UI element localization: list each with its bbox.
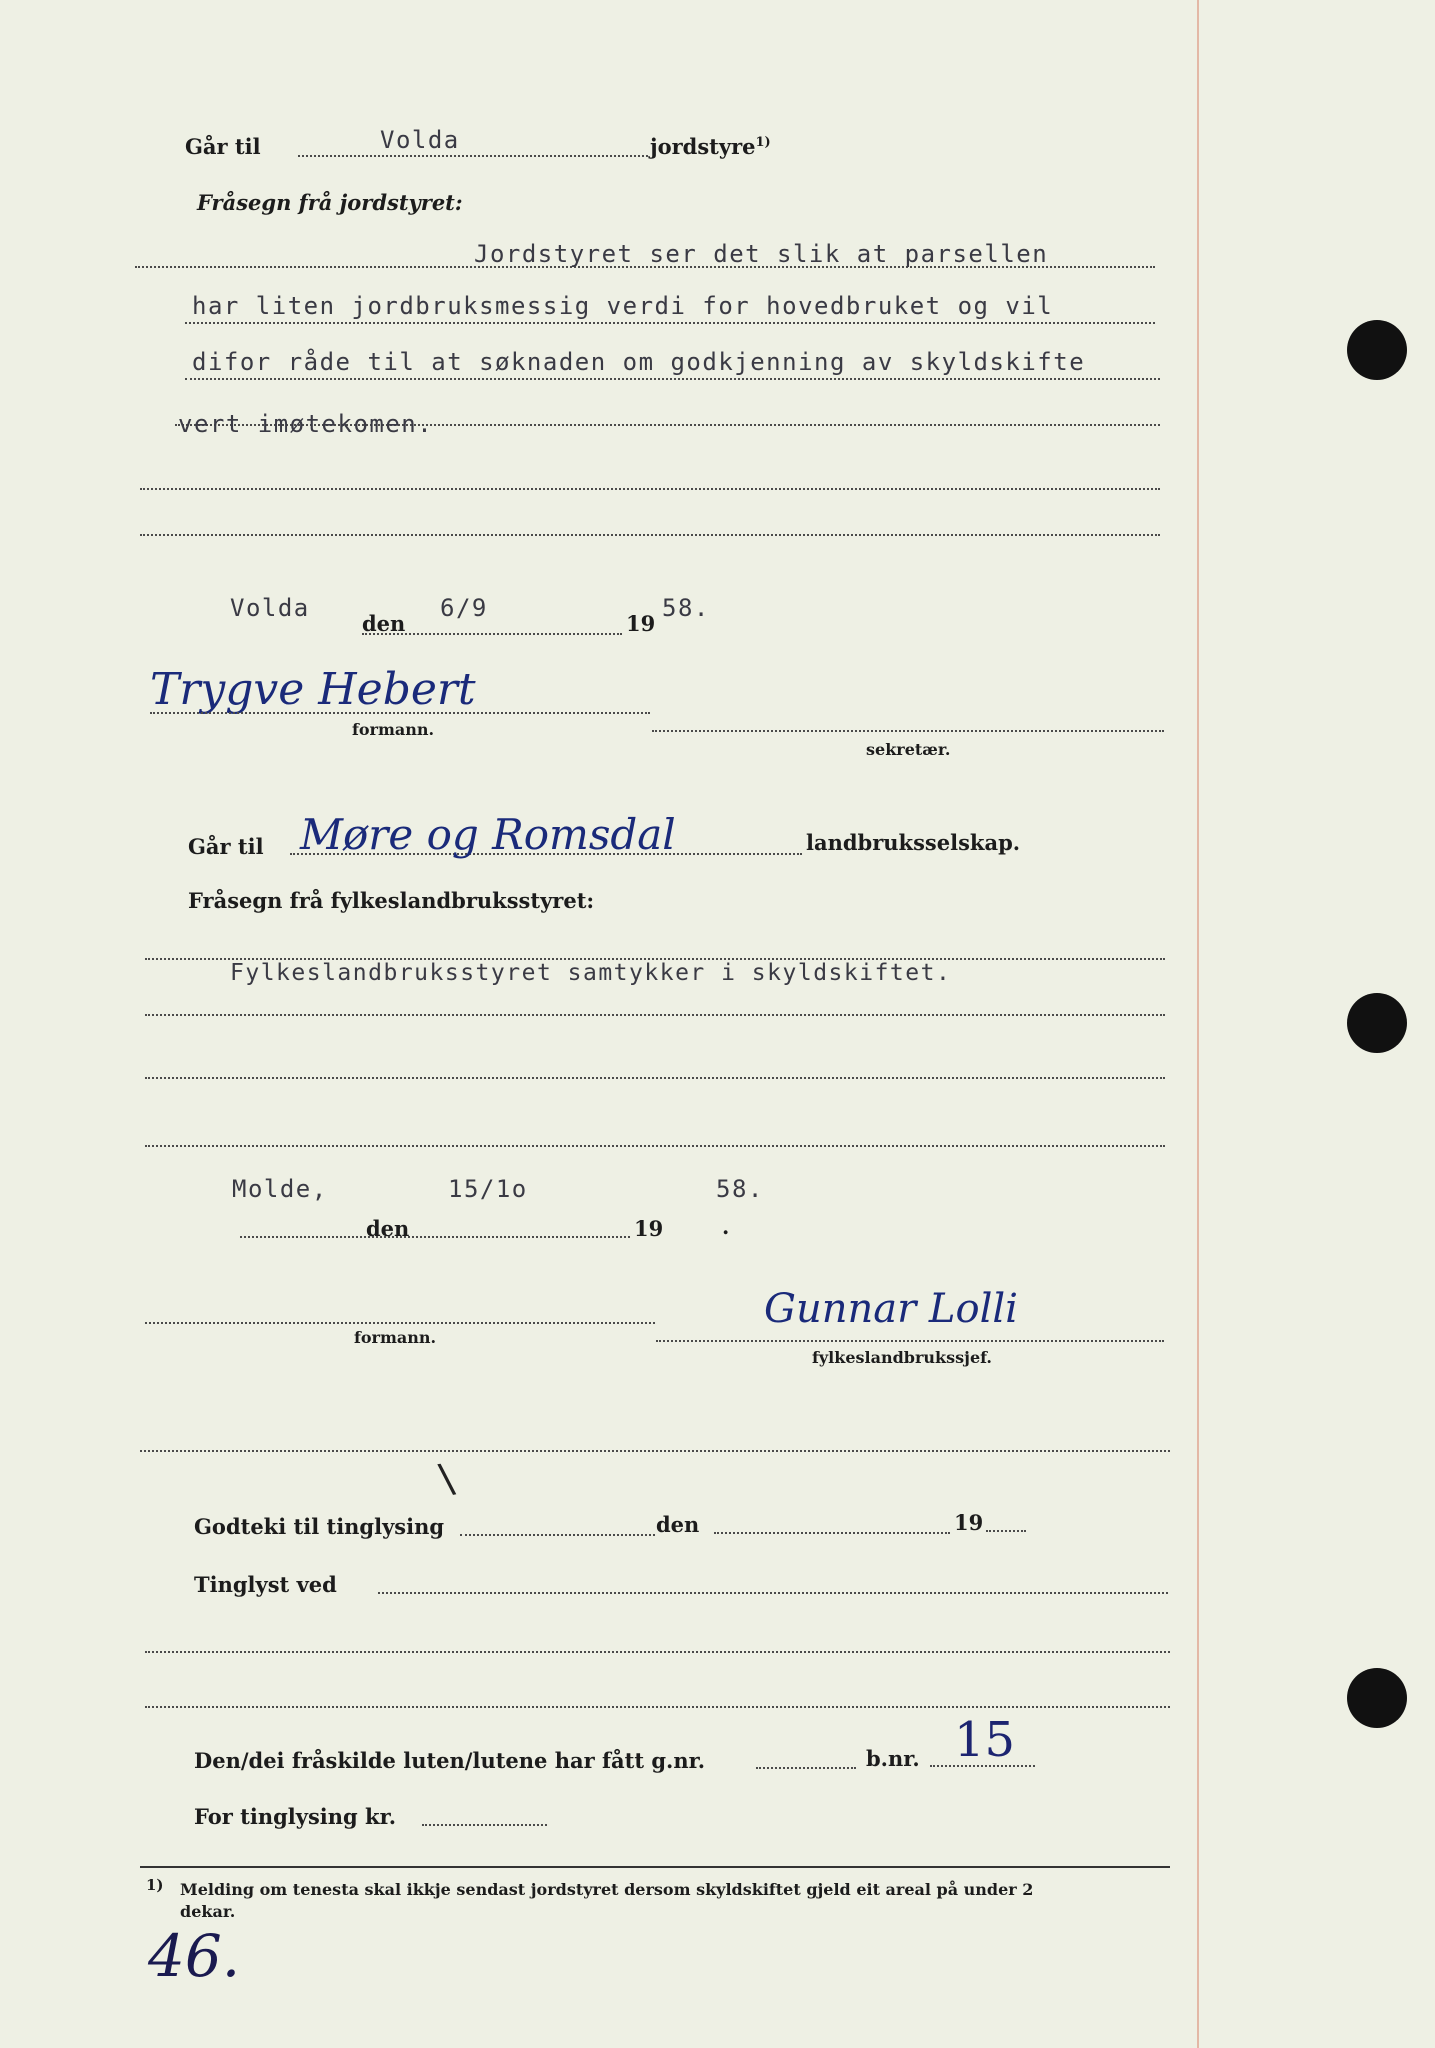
dotted-line — [140, 1450, 1170, 1452]
dotted-line — [656, 1340, 1164, 1342]
place: Volda — [230, 594, 310, 622]
dotted-line — [145, 1077, 1165, 1079]
bnr-value: 15 — [954, 1712, 1016, 1768]
margin-line — [1197, 0, 1199, 2048]
dotted-line — [145, 1014, 1165, 1016]
dotted-line — [298, 155, 648, 157]
sekretaer-label: sekretær. — [866, 740, 951, 759]
dotted-line — [185, 322, 1155, 324]
punch-hole — [1347, 1668, 1407, 1728]
formann-label: formann. — [354, 1328, 437, 1347]
dotted-line — [185, 378, 1160, 380]
year-prefix: 19 — [954, 1510, 984, 1535]
den-label: den — [362, 611, 406, 636]
dotted-line — [422, 1824, 547, 1826]
fraasegn-heading: Fråsegn frå fylkeslandbruksstyret: — [188, 888, 595, 913]
date: 15/1o — [448, 1175, 528, 1203]
jordstyre-name: Volda — [380, 126, 460, 154]
year: 58. — [662, 594, 710, 622]
jordstyre-suffix: jordstyre$^{1)}$ — [650, 134, 771, 159]
tinglyst-label: Tinglyst ved — [194, 1572, 337, 1597]
statement-line: har liten jordbruksmessig verdi for hovedbruket og vil — [192, 292, 1054, 320]
statement: Fylkeslandbruksstyret samtykker i skyldskiftet. — [230, 960, 952, 986]
formann-label: formann. — [352, 720, 435, 739]
footnote-text: Melding om tenesta skal ikkje sendast jordstyret dersom skyldskiftet gjeld eit areal på under 2 — [180, 1880, 1034, 1899]
date: 6/9 — [440, 594, 488, 622]
page-mark: 46. — [148, 1922, 241, 1990]
dotted-line — [756, 1767, 856, 1769]
dotted-line — [986, 1530, 1026, 1532]
dotted-line — [145, 1145, 1165, 1147]
gaar-til-label: Går til — [188, 834, 264, 859]
dotted-line — [140, 488, 1160, 490]
fylkeslandbrukssjef-label: fylkeslandbrukssjef. — [812, 1348, 992, 1367]
signature-fylkeslandbrukssjef: Gunnar Lolli — [764, 1286, 1018, 1332]
den-label: den — [366, 1216, 410, 1241]
godteki-label: Godteki til tinglysing — [194, 1514, 445, 1539]
dotted-line — [240, 1236, 630, 1238]
den-label: den — [656, 1512, 700, 1537]
bnr-label: b.nr. — [866, 1746, 920, 1771]
period: . — [722, 1214, 730, 1239]
dotted-line — [145, 1322, 655, 1324]
year-prefix: 19 — [634, 1216, 664, 1241]
dotted-line — [714, 1532, 950, 1534]
dotted-line — [652, 730, 1164, 732]
gaar-til-label: Går til — [185, 134, 261, 159]
fraaskilde-label: Den/dei fråskilde luten/lutene har fått g.nr. — [194, 1748, 706, 1773]
landbruksselskap-suffix: landbruksselskap. — [806, 830, 1021, 855]
fraasegn-heading: Fråsegn frå jordstyret: — [197, 190, 463, 215]
kr-label: For tinglysing kr. — [194, 1804, 397, 1829]
pen-mark: \ — [436, 1455, 458, 1503]
year-prefix: 19 — [626, 611, 656, 636]
footnote-mark: 1) — [146, 1876, 164, 1894]
landbruksselskap-name: Møre og Romsdal — [300, 810, 676, 859]
footnote-text: dekar. — [180, 1902, 236, 1921]
statement-line: difor råde til at søknaden om godkjenning av skyldskifte — [192, 348, 1086, 376]
statement-line: vert imøtekomen. — [178, 410, 434, 438]
dotted-line — [140, 534, 1160, 536]
dotted-line — [145, 1651, 1170, 1653]
punch-hole — [1347, 993, 1407, 1053]
footnote-separator — [140, 1866, 1170, 1868]
dotted-line — [378, 1592, 1168, 1594]
statement-line: Jordstyret ser det slik at parsellen — [474, 240, 1049, 268]
dotted-line — [145, 1706, 1170, 1708]
dotted-line — [460, 1534, 655, 1536]
dotted-line — [150, 712, 650, 714]
signature-formann: Trygve Hebert — [150, 664, 476, 715]
place: Molde, — [232, 1175, 328, 1203]
year: 58. — [716, 1175, 764, 1203]
punch-hole — [1347, 320, 1407, 380]
